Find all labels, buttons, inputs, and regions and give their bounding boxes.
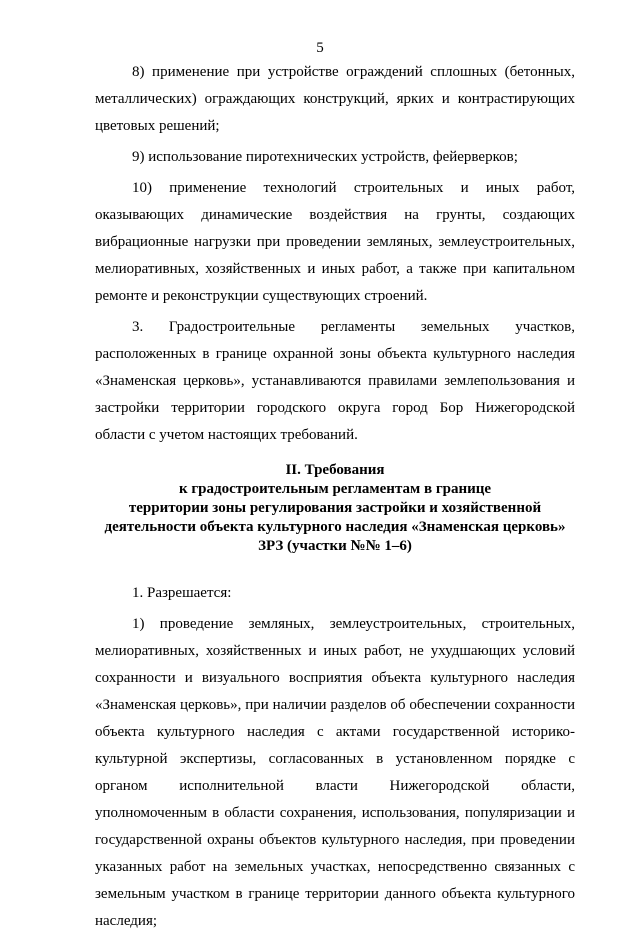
page-number: 5 (316, 40, 324, 56)
section-heading (95, 461, 575, 556)
paragraph-item-9: 9) использование пиротехнических устройств, фейерверков; (132, 149, 518, 165)
paragraph-item-8: 8) применение при устройстве ограждений сплошных (бетонных, металлических) ограждающих конструкций, ярких и контрастирующих цветовых решений; (95, 64, 575, 134)
section-heading-line: ЗРЗ (участки №№ 1–6) (258, 538, 412, 554)
section-heading-line: территории зоны регулирования застройки и хозяйственной (128, 500, 542, 516)
paragraph-item-10: 10) применение технологий строительных и иных работ, оказывающих динамические воздействия на грунты, создающих вибрационные нагрузки при проведении земляных, землеустроительных, мелиоративных, хозяйственных и иных работ, а также при капитальном ремонте и реконструкции существующих строений. (95, 180, 575, 304)
paragraph-clause-1: 1. Разрешается: (132, 585, 232, 601)
document-body (95, 59, 575, 939)
section-heading-line: к градостроительным регламентам в границе (178, 481, 492, 497)
paragraph-clause-3: 3. Градостроительные регламенты земельных участков, расположенных в границе охранной зоны объекта культурного наследия «Знаменская церковь», устанавливаются правилами землепользования и застройки территории городского округа город Бор Нижегородской области с учетом настоящих требований. (95, 319, 575, 443)
section-heading-line: деятельности объекта культурного наследия «Знаменская церковь» (104, 519, 566, 535)
paragraph-item-1: 1) проведение земляных, землеустроительных, строительных, мелиоративных, хозяйственных и иных работ, не ухудшающих условий сохранности и визуального восприятия объекта культурного наследия «Знаменская церковь», при наличии разделов об обеспечении сохранности объекта культурного наследия с актами государственной историко-культурной экспертизы, согласованных в установленном порядке с органом исполнительной власти Нижегородской области, уполномоченным в области сохранения, использования, популяризации и государственной охраны объектов культурного наследия, при проведении указанных работ на земельных участках, непосредственно связанных с земельным участком в границе территории данного объекта культурного наследия; (95, 616, 575, 929)
section-heading-line: II. Требования (285, 462, 385, 478)
